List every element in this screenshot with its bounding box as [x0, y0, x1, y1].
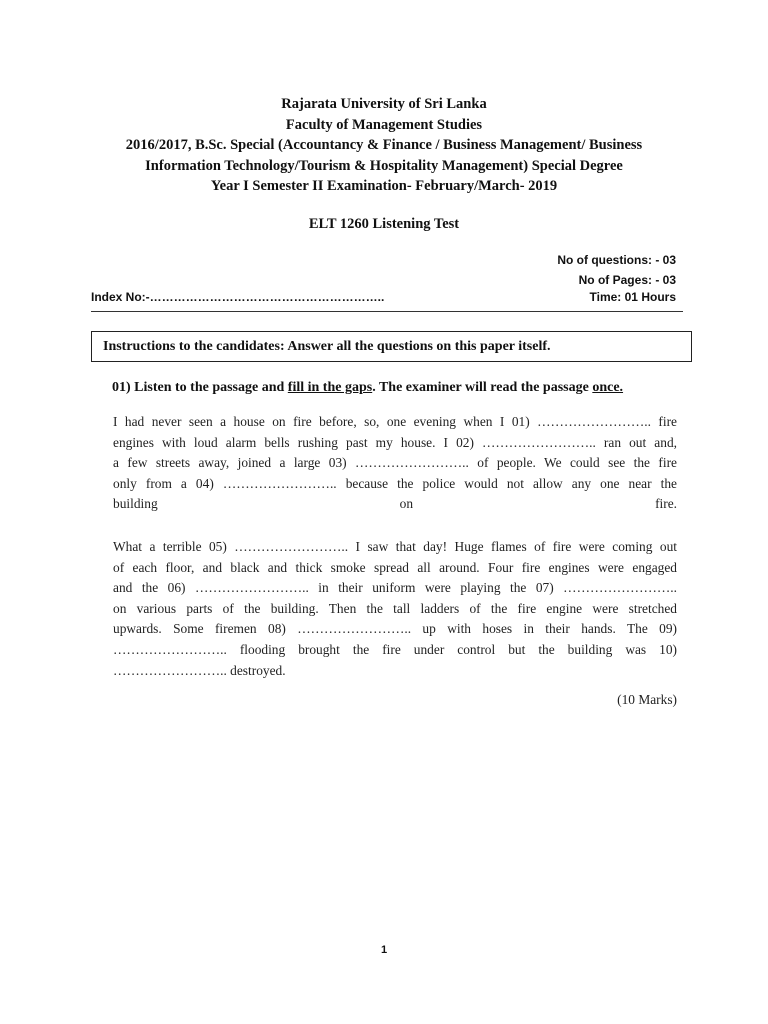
question-prefix: 01) Listen to the passage and	[112, 380, 288, 395]
passage-line: on various parts of the building. Then the tall ladders of the fire engine were stretched	[113, 600, 677, 616]
number-of-questions: No of questions: - 03	[557, 253, 676, 267]
passage-line: upwards. Some firemen 08) …………………….. up with hoses in their hands. The 09)	[113, 621, 677, 637]
exam-name: Year I Semester II Examination- February/March- 2019	[210, 178, 558, 194]
passage-line: a few streets away, joined a large 03) …………………….. of people. We could see the fire	[113, 455, 677, 471]
passage-line: only from a 04) …………………….. because the police would not allow any one near the	[113, 475, 677, 491]
passage-line: and the 06) …………………….. in their uniform were playing the 07) ……………………..	[113, 580, 677, 596]
instructions-box: Instructions to the candidates: Answer all the questions on this paper itself.	[91, 331, 692, 362]
passage-line: of each floor, and black and thick smoke spread all around. Four fire engines were engaged	[113, 559, 677, 575]
once-underlined: once.	[592, 380, 624, 395]
header-divider	[91, 311, 683, 312]
fill-gaps-underlined: fill in the gaps	[287, 380, 373, 395]
number-of-pages: No of Pages: - 03	[578, 273, 676, 287]
passage-paragraph-1	[113, 412, 677, 515]
passage-line: engines with loud alarm bells rushing past my house. I 02) …………………….. ran out and,	[113, 434, 677, 450]
exam-meta	[557, 250, 676, 290]
exam-header	[0, 94, 768, 197]
question-marks: (10 Marks)	[617, 692, 677, 707]
faculty-name: Faculty of Management Studies	[285, 116, 483, 133]
programme-line-2: Information Technology/Tourism & Hospitality Management) Special Degree	[145, 157, 623, 174]
passage-line: …………………….. flooding brought the fire under control but the building was 10)	[113, 641, 677, 657]
passage-line: …………………….. destroyed.	[113, 662, 286, 678]
page-number: 1	[380, 944, 388, 956]
university-name: Rajarata University of Sri Lanka	[281, 96, 487, 112]
index-number-field: Index No:-…………………………………………………..	[91, 290, 385, 304]
question-middle: . The examiner will read the passage	[372, 380, 593, 395]
passage-line: I had never seen a house on fire before, so, one evening when I 01) …………………….. fire	[113, 414, 677, 429]
passage-line: What a terrible 05) …………………….. I saw that day! Huge flames of fire were coming out	[113, 539, 677, 554]
programme-line-1: 2016/2017, B.Sc. Special (Accountancy & Finance / Business Management/ Business	[125, 137, 643, 153]
passage-paragraph-2	[113, 537, 677, 681]
exam-duration: Time: 01 Hours	[589, 290, 676, 304]
course-title: ELT 1260 Listening Test	[308, 216, 460, 232]
passage-line: building on fire.	[113, 496, 677, 512]
question-heading	[112, 380, 623, 396]
